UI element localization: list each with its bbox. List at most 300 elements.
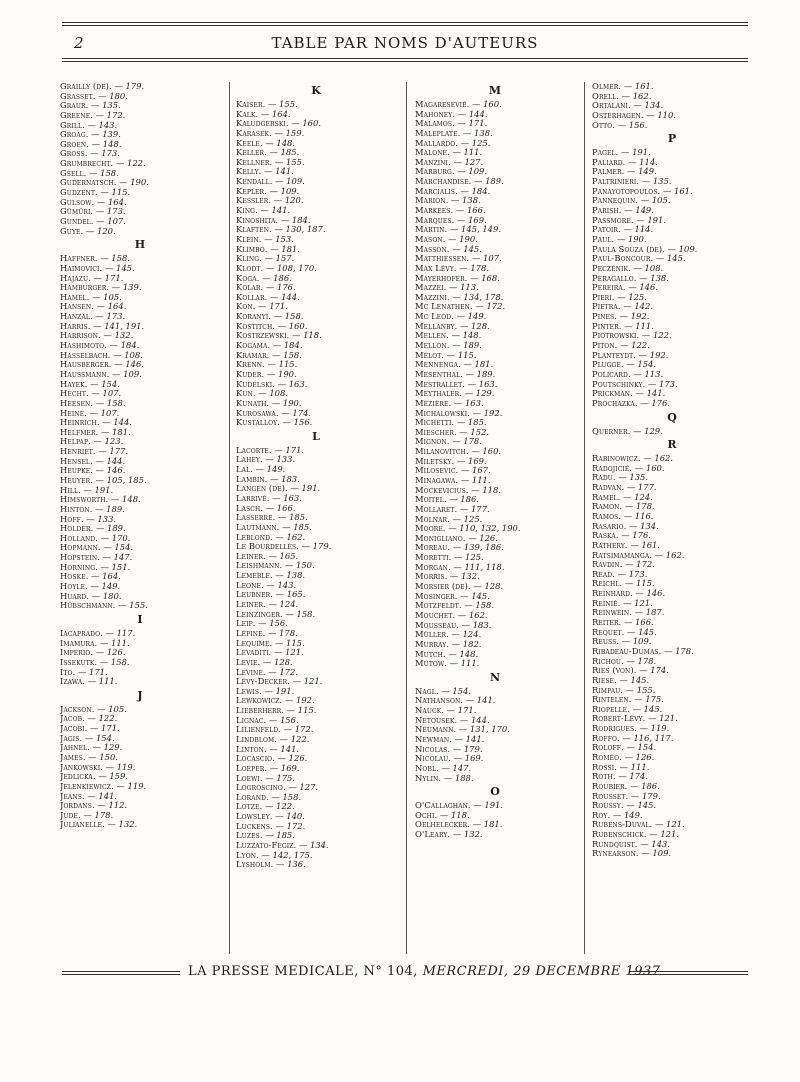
author-entry xyxy=(60,283,220,293)
entry-period: . xyxy=(304,321,308,331)
author-entry xyxy=(60,677,220,687)
entry-period: . xyxy=(478,196,481,206)
entry-separator: — xyxy=(462,369,477,379)
entry-separator: — xyxy=(89,591,103,601)
entry-separator: — xyxy=(454,215,469,225)
author-name: Kling. xyxy=(236,254,262,264)
entry-separator: — xyxy=(85,753,100,762)
entry-separator: — xyxy=(614,292,629,302)
entry-separator: — xyxy=(645,714,660,724)
author-name: Paul. xyxy=(592,234,615,244)
entry-period: . xyxy=(484,610,488,620)
page-reference: 169 xyxy=(467,456,484,466)
entry-period: . xyxy=(646,675,650,685)
author-name: Mockevicius. xyxy=(415,485,469,495)
entry-period: . xyxy=(482,206,486,216)
author-name: Roussy. xyxy=(592,801,624,811)
author-entry xyxy=(60,188,220,198)
page-reference: 146 xyxy=(646,589,663,599)
section-letter: R xyxy=(667,438,677,452)
page-reference: 164 xyxy=(271,109,288,119)
author-entry xyxy=(592,283,752,293)
author-name: Malamos. xyxy=(415,119,455,129)
entry-separator: — xyxy=(661,646,676,656)
entry-period: . xyxy=(117,724,120,734)
author-name: Kramar. xyxy=(236,350,270,360)
author-name: Matthiessen. xyxy=(415,254,470,264)
author-entry xyxy=(236,610,396,620)
page-reference: 145, 149 xyxy=(461,225,499,235)
entry-period: . xyxy=(655,283,658,293)
entry-separator: — xyxy=(617,341,632,351)
page-reference: 126 xyxy=(635,753,652,762)
entry-period: . xyxy=(302,532,306,542)
author-entry xyxy=(236,590,396,600)
entry-period: . xyxy=(114,120,118,130)
author-entry xyxy=(60,714,220,724)
page-reference: 163 xyxy=(288,379,305,389)
entry-separator: — xyxy=(260,657,274,667)
author-entry xyxy=(592,589,752,599)
entry-period: . xyxy=(668,331,672,341)
author-entry xyxy=(415,351,575,361)
author-name: Kolar. xyxy=(236,283,264,293)
author-name: Gulsow. xyxy=(60,197,95,207)
author-entry xyxy=(60,198,220,208)
author-name: Graur. xyxy=(60,101,89,111)
author-entry xyxy=(60,264,220,274)
entry-period: . xyxy=(648,531,651,541)
entry-separator: — xyxy=(90,437,105,447)
author-entry xyxy=(60,811,220,821)
author-entry xyxy=(60,418,220,428)
page-reference: 113 xyxy=(460,283,477,293)
author-entry xyxy=(236,735,396,745)
author-entry xyxy=(415,409,575,419)
author-entry xyxy=(592,811,752,821)
entry-period: . xyxy=(487,591,490,601)
page-reference: 146 xyxy=(125,360,142,370)
page-reference: 178 xyxy=(470,263,487,273)
entry-separator: — xyxy=(111,82,126,91)
page-reference: 125 xyxy=(471,138,488,148)
author-name: Leiner. xyxy=(236,551,266,561)
entry-separator: — xyxy=(451,754,465,764)
entry-separator: — xyxy=(639,331,653,341)
entry-separator: — xyxy=(457,715,471,725)
author-name: Nagl. xyxy=(415,686,439,696)
page-reference: 108 xyxy=(124,350,141,360)
entry-period: . xyxy=(322,225,326,235)
entry-separator: — xyxy=(450,830,464,840)
entry-period: . xyxy=(665,350,669,360)
entry-separator: — xyxy=(470,801,485,811)
page-reference: 151 xyxy=(111,562,128,572)
author-name: Meythaler. xyxy=(415,389,463,399)
author-entry xyxy=(236,370,396,380)
page-reference: 191 xyxy=(275,686,292,696)
entry-period: . xyxy=(122,398,126,408)
author-entry xyxy=(415,148,575,158)
section-letter: M xyxy=(488,84,502,97)
author-entry xyxy=(592,148,752,158)
page-reference: 158 xyxy=(283,350,300,360)
entry-separator: — xyxy=(88,101,103,111)
section-letter: P xyxy=(667,132,677,146)
author-name: Read. xyxy=(592,569,615,579)
author-entry xyxy=(415,380,575,390)
page-reference: 125 xyxy=(463,514,480,524)
entry-separator: — xyxy=(638,849,653,859)
author-name: Pieri. xyxy=(592,292,615,302)
page-reference: 138 xyxy=(462,196,479,206)
author-entry xyxy=(60,772,220,782)
page-reference: 166 xyxy=(635,618,652,628)
author-name: Ramos. xyxy=(592,511,622,521)
author-entry xyxy=(236,380,396,390)
author-name: Hopmann. xyxy=(60,543,101,553)
author-entry xyxy=(236,360,396,370)
author-name: Reiter. xyxy=(592,618,622,628)
page-reference: 171 xyxy=(104,273,121,283)
author-entry xyxy=(415,621,575,631)
entry-separator: — xyxy=(453,312,468,322)
author-name: Lal. xyxy=(236,465,253,475)
entry-period: . xyxy=(484,215,487,225)
entry-separator: — xyxy=(93,207,107,217)
page-reference: 121 xyxy=(634,598,651,608)
entry-separator: — xyxy=(275,379,289,389)
entry-period: . xyxy=(127,188,131,198)
author-entry xyxy=(236,177,396,187)
entry-period: . xyxy=(295,551,299,561)
entry-period: . xyxy=(138,495,141,505)
entry-period: . xyxy=(114,677,118,687)
entry-separator: — xyxy=(264,360,279,370)
page-reference: 108, 170 xyxy=(276,263,315,273)
entry-period: . xyxy=(285,302,288,312)
author-entry xyxy=(60,524,220,534)
page-reference: 139 xyxy=(122,283,139,293)
page-reference: 141 xyxy=(275,167,292,177)
author-name: Leiner. xyxy=(236,600,266,610)
author-name: Roloff. xyxy=(592,743,624,753)
author-name: Koga. xyxy=(236,273,260,283)
entry-separator: — xyxy=(446,283,461,293)
author-entry xyxy=(415,592,575,602)
entry-separator: — xyxy=(457,321,472,331)
author-entry xyxy=(592,341,752,351)
page-reference: 135 xyxy=(102,101,119,111)
entry-separator: — xyxy=(468,447,483,457)
author-entry xyxy=(415,293,575,303)
entry-separator: — xyxy=(95,772,110,782)
page-reference: 187 xyxy=(645,608,662,618)
entry-separator: — xyxy=(621,82,635,91)
author-name: Robert-Lévy. xyxy=(592,714,646,724)
author-name: Milosevic. xyxy=(415,466,459,476)
index-column-1 xyxy=(60,82,220,830)
page-reference: 192 xyxy=(296,696,313,706)
entry-separator: — xyxy=(262,802,276,812)
entry-period: . xyxy=(473,350,477,360)
author-entry xyxy=(592,331,752,341)
page-reference: 182 xyxy=(462,639,479,649)
author-entry xyxy=(415,418,575,428)
entry-separator: — xyxy=(455,109,469,119)
author-entry xyxy=(60,389,220,399)
entry-separator: — xyxy=(87,724,102,734)
page-reference: 165 xyxy=(286,590,303,600)
author-name: Jeans. xyxy=(60,791,85,801)
entry-period: . xyxy=(488,466,491,476)
page-reference: 130, 187 xyxy=(285,225,323,235)
author-name: Mahoney. xyxy=(415,109,456,119)
author-entry xyxy=(60,582,220,592)
entry-separator: — xyxy=(278,408,293,418)
entry-period: . xyxy=(480,754,484,764)
page-reference: 181 xyxy=(483,820,500,830)
author-name: Max Lévy. xyxy=(415,263,457,273)
author-entry xyxy=(236,812,396,822)
entry-period: . xyxy=(313,706,317,716)
entry-separator: — xyxy=(660,186,675,196)
author-entry xyxy=(236,774,396,784)
page-reference: 121 xyxy=(660,830,677,840)
author-name: Lévy-Decker. xyxy=(236,677,290,687)
author-name: Motzfeldt. xyxy=(415,601,462,611)
page-reference: 119 xyxy=(127,781,144,791)
author-entry xyxy=(236,841,396,851)
author-name: Mouchet. xyxy=(415,610,456,620)
entry-period: . xyxy=(296,744,300,754)
entry-separator: — xyxy=(95,91,110,101)
entry-separator: — xyxy=(265,100,280,109)
author-entry xyxy=(236,581,396,591)
entry-period: . xyxy=(494,379,498,389)
entry-period: . xyxy=(116,408,120,418)
page-reference: 120 xyxy=(96,226,113,236)
entry-period: . xyxy=(486,715,490,725)
entry-period: . xyxy=(295,715,299,725)
entry-period: . xyxy=(111,733,115,743)
page-reference: 185 xyxy=(467,418,484,428)
footer-date: MERCREDI, 29 DECEMBRE 1937 xyxy=(422,964,661,979)
entry-separator: — xyxy=(622,579,636,589)
author-name: Newman. xyxy=(415,735,452,744)
author-name: Hill. xyxy=(60,485,81,495)
page-reference: 141 xyxy=(271,206,288,216)
author-entry xyxy=(236,764,396,774)
author-name: Roméo. xyxy=(592,753,622,762)
entry-separator: — xyxy=(454,418,468,428)
page-reference: 125 xyxy=(628,292,645,302)
author-entry xyxy=(415,447,575,457)
entry-separator: — xyxy=(444,706,458,716)
author-name: Mayerhofer. xyxy=(415,273,468,283)
page-reference: 185 xyxy=(280,148,297,158)
author-entry xyxy=(236,668,396,678)
author-name: Mellanby. xyxy=(415,321,458,331)
author-name: Otto. xyxy=(592,120,616,130)
entry-separator: — xyxy=(263,263,277,273)
entry-separator: — xyxy=(99,553,114,563)
page-reference: 107 xyxy=(483,254,499,264)
author-entry xyxy=(60,409,220,419)
author-name: Linton. xyxy=(236,744,267,754)
author-name: Hübschmann. xyxy=(60,601,116,611)
entry-separator: — xyxy=(279,418,294,428)
author-entry xyxy=(236,274,396,284)
author-name: Nauck. xyxy=(415,706,445,716)
author-entry xyxy=(236,533,396,543)
entry-separator: — xyxy=(110,350,125,360)
page-reference: 158 xyxy=(111,254,128,264)
index-column-3 xyxy=(415,82,575,840)
author-name: Rynearson. xyxy=(592,849,639,859)
page-reference: 115 xyxy=(297,706,314,716)
entry-separator: — xyxy=(261,234,276,244)
author-entry xyxy=(415,735,575,745)
author-entry xyxy=(415,582,575,592)
page-reference: 122 xyxy=(652,331,669,341)
page-reference: 156 xyxy=(279,715,296,725)
entry-separator: — xyxy=(265,600,280,610)
author-entry xyxy=(415,505,575,515)
author-entry xyxy=(415,177,575,187)
author-entry xyxy=(592,705,752,715)
entry-period: . xyxy=(500,582,504,592)
author-name: Markees. xyxy=(415,206,454,216)
entry-period: . xyxy=(319,677,323,687)
entry-period: . xyxy=(667,839,670,849)
author-entry xyxy=(236,129,396,139)
page-reference: 180 xyxy=(109,91,126,101)
author-entry xyxy=(592,473,752,483)
page-reference: 109 xyxy=(468,167,485,177)
author-name: Grill. xyxy=(60,120,85,130)
entry-separator: — xyxy=(451,553,466,563)
author-name: Planteydt. xyxy=(592,350,637,360)
header-rule xyxy=(62,58,748,62)
author-entry xyxy=(415,764,575,774)
entry-separator: — xyxy=(465,379,479,389)
author-entry xyxy=(236,196,396,206)
author-name: Lambin. xyxy=(236,474,268,484)
author-entry xyxy=(60,293,220,303)
page-reference: 105 xyxy=(108,704,125,714)
entry-period: . xyxy=(118,591,122,601)
page-reference: 155 xyxy=(285,157,302,167)
entry-separator: — xyxy=(623,685,637,695)
entry-separator: — xyxy=(263,283,277,293)
author-name: Himsworth. xyxy=(60,495,109,505)
entry-separator: — xyxy=(269,493,284,503)
page-reference: 138 xyxy=(286,571,303,581)
entry-period: . xyxy=(478,639,482,649)
entry-separator: — xyxy=(619,733,634,743)
entry-separator: — xyxy=(620,302,635,312)
page-reference: 169 xyxy=(468,215,485,225)
author-entry xyxy=(415,611,575,621)
entry-period: . xyxy=(652,560,655,570)
entry-separator: — xyxy=(99,418,114,428)
author-entry xyxy=(415,534,575,544)
author-name: Grasset. xyxy=(60,91,96,101)
author-entry xyxy=(236,158,396,168)
author-name: Rasario. xyxy=(592,521,627,531)
entry-separator: — xyxy=(261,254,276,264)
author-entry xyxy=(592,158,752,168)
entry-separator: — xyxy=(88,389,103,399)
page-reference: 144 xyxy=(470,715,487,725)
page-reference: 177 xyxy=(109,447,126,457)
entry-separator: — xyxy=(272,638,286,648)
page-reference: 144 xyxy=(113,418,130,428)
author-entry xyxy=(236,283,396,293)
author-entry xyxy=(415,630,575,640)
entry-period: . xyxy=(110,810,114,820)
page-reference: 192 xyxy=(483,408,500,418)
entry-separator: — xyxy=(460,128,475,138)
author-name: Groag. xyxy=(60,130,89,140)
page-reference: 164 xyxy=(102,572,119,582)
entry-separator: — xyxy=(640,454,655,464)
author-entry xyxy=(592,351,752,361)
entry-separator: — xyxy=(274,754,289,764)
entry-separator: — xyxy=(450,157,465,167)
entry-period: . xyxy=(292,773,296,783)
entry-separator: — xyxy=(107,341,121,351)
page-reference: 186 xyxy=(460,495,477,505)
entry-separator: — xyxy=(630,426,645,436)
entry-separator: — xyxy=(282,561,296,571)
page-reference: 144 xyxy=(468,109,485,119)
author-name: King. xyxy=(236,206,258,216)
author-entry xyxy=(236,822,396,832)
entry-period: . xyxy=(295,628,298,638)
author-name: Imperio. xyxy=(60,648,94,658)
page-reference: 118 xyxy=(450,810,467,820)
section-letter: Q xyxy=(667,410,677,424)
author-name: Keele. xyxy=(236,138,263,148)
page-reference: 190 xyxy=(282,398,299,408)
author-name: Nicolau. xyxy=(415,754,452,764)
entry-period: . xyxy=(498,225,501,235)
page-reference: 134, 178 xyxy=(463,292,501,302)
entry-period: . xyxy=(479,744,483,754)
author-name: Malone. xyxy=(415,148,450,158)
entry-period: . xyxy=(292,455,296,465)
author-entry xyxy=(236,494,396,504)
author-name: Jankowski. xyxy=(60,762,103,772)
entry-separator: — xyxy=(271,196,285,206)
entry-period: . xyxy=(651,579,655,589)
author-name: Mc Lenathen. xyxy=(415,302,473,312)
entry-separator: — xyxy=(636,273,651,283)
author-name: Issekutk. xyxy=(60,657,98,667)
page-reference: 121 xyxy=(666,820,683,830)
entry-separator: — xyxy=(638,196,652,206)
author-entry xyxy=(60,592,220,602)
page-reference: 160 xyxy=(483,100,500,109)
author-entry xyxy=(60,399,220,409)
author-name: Groen. xyxy=(60,139,90,149)
author-entry xyxy=(60,178,220,188)
entry-period: . xyxy=(483,312,487,322)
entry-separator: — xyxy=(463,696,477,706)
entry-period: . xyxy=(298,398,302,408)
